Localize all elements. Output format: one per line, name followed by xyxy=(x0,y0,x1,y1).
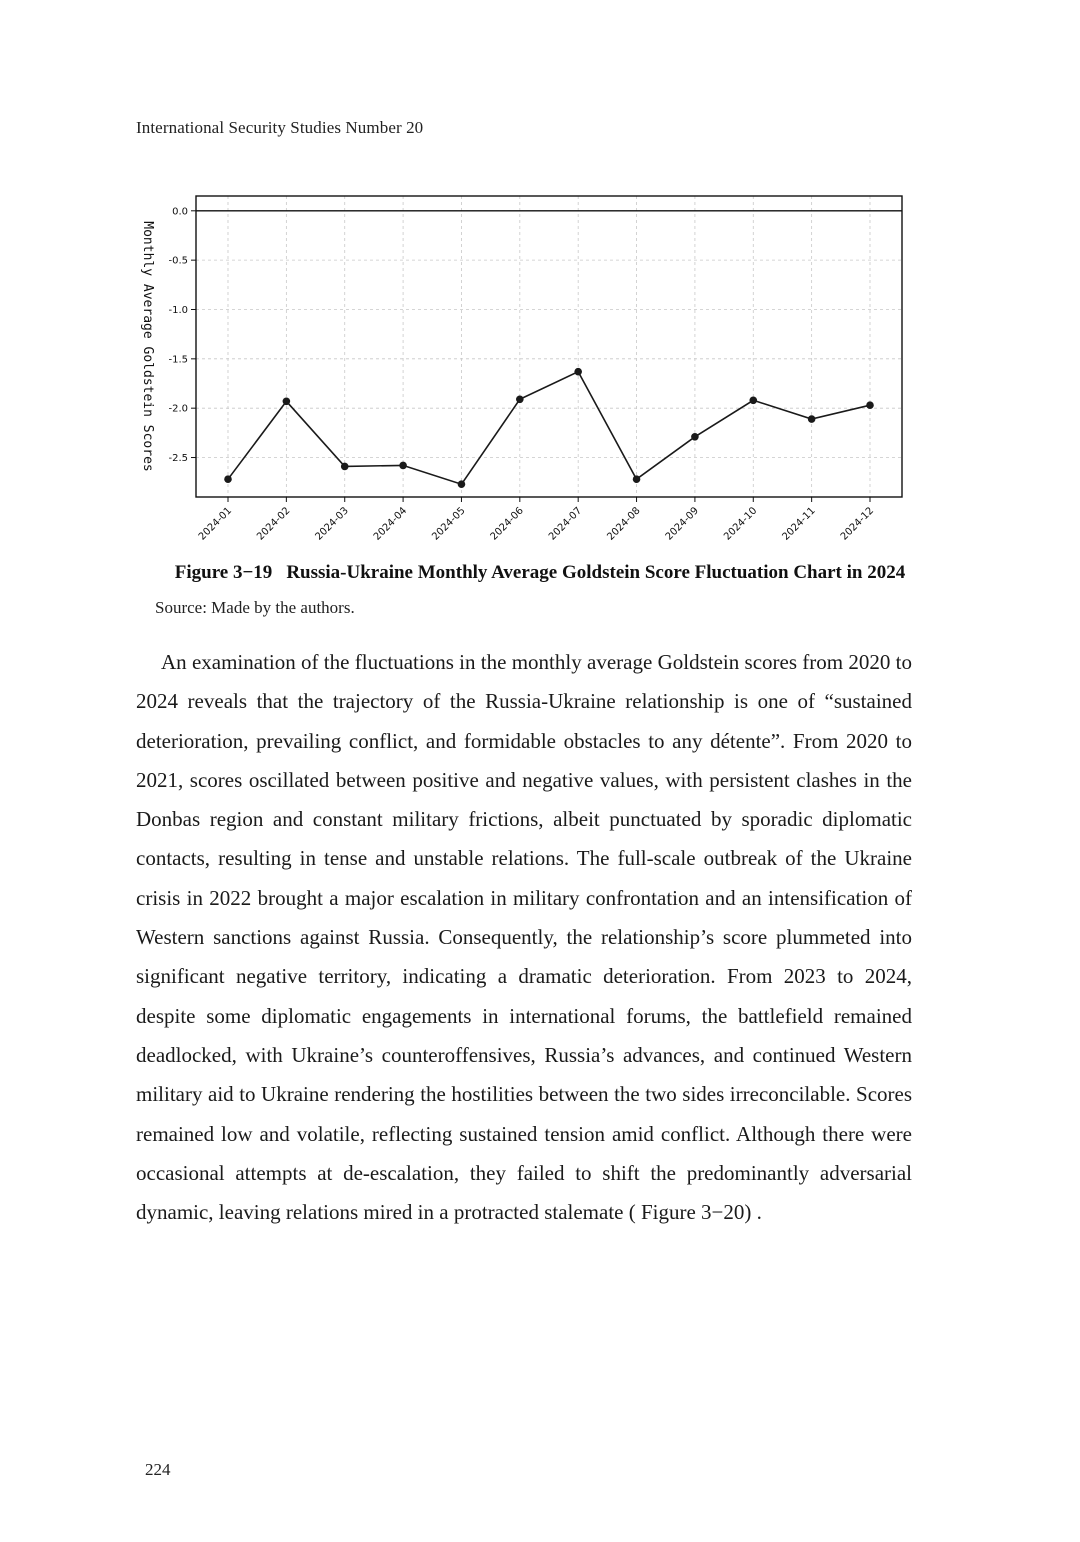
x-tick-label: 2024-12 xyxy=(838,505,877,543)
data-point xyxy=(399,462,407,470)
y-tick-label: -2.5 xyxy=(168,453,188,465)
x-tick-label: 2024-09 xyxy=(663,505,702,543)
x-tick-label: 2024-05 xyxy=(430,505,468,543)
x-axis-ticks xyxy=(197,497,876,543)
figure-caption xyxy=(0,562,1080,584)
data-point xyxy=(458,480,466,488)
data-point xyxy=(866,401,874,409)
data-point xyxy=(808,415,816,423)
y-axis-ticks xyxy=(168,206,196,464)
chart-grid xyxy=(196,196,902,497)
data-point xyxy=(633,475,641,483)
y-tick-label: -0.5 xyxy=(168,255,188,267)
data-point xyxy=(516,395,524,403)
running-head: International Security Studies Number 20 xyxy=(136,118,424,137)
y-tick-label: -1.5 xyxy=(168,354,188,366)
plot-frame xyxy=(196,196,902,497)
data-point xyxy=(341,463,349,471)
x-tick-label: 2024-10 xyxy=(722,505,760,543)
x-tick-label: 2024-01 xyxy=(196,505,235,543)
page-number: 224 xyxy=(145,1460,171,1479)
series-line xyxy=(228,372,870,485)
y-tick-label: -2.0 xyxy=(168,403,188,415)
body-text xyxy=(136,643,912,1232)
x-tick-label: 2024-07 xyxy=(546,505,585,543)
figure-number: Figure 3−19 xyxy=(174,562,273,583)
x-tick-label: 2024-06 xyxy=(488,505,526,543)
data-point xyxy=(749,396,757,404)
body-paragraph: An examination of the fluctuations in the monthly average Goldstein scores from 2020 to 2024 reveals that the trajectory of the Russia-Ukraine relationship is one of “sustained deterioration, prevailing conflict, and formidable obstacles to any détente”. From 2020 to 2021, scores oscillated between positive and negative values, with persistent clashes in the Donbas region and constant military frictions, albeit punctuated by sporadic diplomatic contacts, resulting in tense and unstable relations. The full-scale outbreak of the Ukraine crisis in 2022 brought a major escalation in military confrontation and an intensification of Western sanctions against Russia. Consequently, the relationship’s score plummeted into significant negative territory, indicating a dramatic deterioration. From 2023 to 2024, despite some diplomatic engagements in international forums, the battlefield remained deadlocked, with Ukraine’s counteroffensives, Russia’s advances, and continued Western military aid to Ukraine rendering the hostilities between the two sides irreconcilable. Scores remained low and volatile, reflecting sustained tension amid conflict. Although there were occasional attempts at de-escalation, they failed to shift the predominantly adversarial dynamic, leaving relations mired in a protracted stalemate ( Figure 3−20) . xyxy=(136,650,912,1225)
data-point xyxy=(574,368,582,376)
y-tick-label: -1.0 xyxy=(168,304,188,316)
figure-source: Source: Made by the authors. xyxy=(155,598,355,617)
data-point xyxy=(691,433,699,441)
x-tick-label: 2024-02 xyxy=(255,505,293,543)
x-tick-label: 2024-08 xyxy=(605,505,643,543)
x-tick-label: 2024-11 xyxy=(780,505,818,543)
y-axis-label: Monthly Average Goldstein Scores xyxy=(140,221,155,472)
figure-title: Russia-Ukraine Monthly Average Goldstein Score Fluctuation Chart in 2024 xyxy=(286,562,906,583)
line-chart-figure xyxy=(130,180,930,560)
x-tick-label: 2024-03 xyxy=(313,505,351,543)
x-tick-label: 2024-04 xyxy=(371,505,410,543)
data-point xyxy=(224,475,232,483)
data-point xyxy=(283,397,291,405)
line-chart xyxy=(130,180,930,560)
y-tick-label: 0.0 xyxy=(172,206,188,218)
